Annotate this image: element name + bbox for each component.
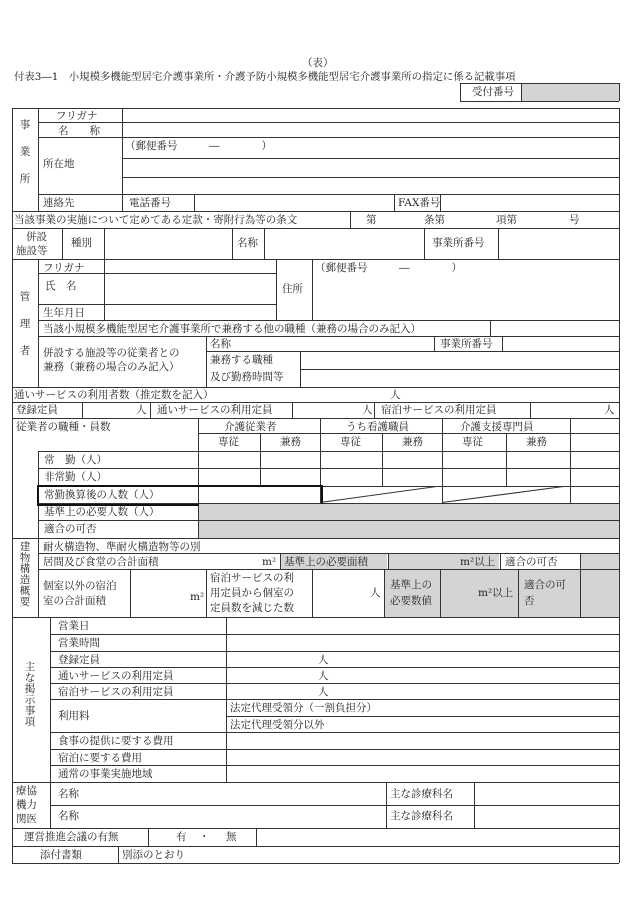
room-tekigou-label-1: 適合の可	[524, 579, 566, 591]
staff-row-kansan: 常勤換算後の人数（人）	[44, 489, 160, 501]
manager-heisetsu-label-2: 兼務（兼務の場合のみ記入）	[43, 361, 180, 373]
keiji-fee-1: 法定代理受領分（一割負担分）	[230, 702, 377, 714]
keiji-eigyoujikan-field[interactable]	[227, 635, 618, 650]
keiji-side-label: 主 な 掲 示 事 項	[24, 661, 36, 729]
staff-hijoukin-field[interactable]	[199, 469, 619, 485]
tenpu-value: 別添のとおり	[122, 849, 185, 861]
hospital-2-dept-field[interactable]	[475, 806, 618, 827]
kyouryoku-side-3: 関医	[16, 813, 37, 825]
manager-job-label-2: 及び勤務時間等	[210, 371, 284, 383]
keiji-kayoi: 通いサービスの利用定員	[58, 670, 174, 682]
heisetsu-kind-label: 種別	[71, 237, 92, 249]
kijun-value-label-1: 基準上の	[390, 579, 432, 591]
kanrisha-side-label: 管 理 者	[19, 291, 31, 358]
postal-code-label: （郵便番号 ― ）	[125, 140, 272, 152]
keiji-eigyoujikan: 営業時間	[58, 637, 100, 649]
address-label: 所在地	[43, 158, 75, 170]
manager-address-label: 住所	[282, 283, 303, 295]
staff-sub-kenmu-3: 兼務	[526, 436, 547, 448]
staff-group-shien: 介護支援専門員	[460, 421, 534, 433]
tel-field[interactable]	[195, 195, 393, 210]
articles-gou: 号	[569, 214, 580, 226]
contact-label: 連絡先	[43, 197, 75, 209]
shukuhaku-teiin-field[interactable]	[531, 403, 601, 417]
manager-heisetsu-office-no-label: 事業所番号	[440, 338, 493, 350]
keiji-kayoi-unit: 人	[318, 670, 329, 682]
heisetsu-name-field[interactable]	[265, 229, 423, 258]
heisetsu-kind-field[interactable]	[105, 229, 231, 258]
staff-sub-senju-2: 専従	[340, 436, 361, 448]
kayoi-users-field[interactable]	[250, 388, 388, 401]
keiji-riyouryou: 利用料	[58, 710, 90, 722]
paren-title: （表）	[302, 57, 334, 69]
shukuhaku-teiin-unit: 人	[604, 404, 615, 416]
shuku-count-field[interactable]	[313, 570, 368, 616]
heisetsu-label-1: 併設	[26, 231, 47, 243]
hospital-2-name-field[interactable]	[100, 806, 385, 827]
page-title: 付表3―1 小規模多機能型居宅介護事業所・介護予防小規模多機能型居宅介護事業所の指定に係る記載事項	[14, 71, 516, 83]
fax-label: FAX番号	[398, 197, 441, 209]
tel-label: 電話番号	[129, 197, 171, 209]
fire-structure-label: 耐火構造物、準耐火構造物等の別	[43, 541, 201, 553]
manager-birth-field[interactable]	[105, 305, 275, 319]
keiji-shokuji: 食事の提供に要する費用	[58, 735, 174, 747]
fax-field[interactable]	[441, 195, 618, 210]
keiji-eigyoubi-field[interactable]	[227, 618, 618, 633]
hospital-1-dept-field[interactable]	[475, 783, 618, 804]
manager-furigana-field[interactable]	[105, 260, 275, 272]
kojitsu-unit: m²	[190, 591, 205, 603]
touroku-teiin-field[interactable]	[83, 403, 133, 417]
hospital-2-dept-label: 主な診療科名	[390, 810, 453, 822]
jigyousho-side-label: 事 業 所	[19, 119, 31, 186]
shuku-unit: 人	[370, 587, 381, 599]
articles-kou: 項第	[496, 214, 517, 226]
hospital-2-name-label: 名称	[58, 810, 79, 822]
kojitsu-label-2: 室の合計面積	[43, 595, 106, 607]
manager-kenmu-field[interactable]	[491, 321, 618, 335]
fire-structure-field[interactable]	[260, 539, 618, 552]
kijun-area-label: 基準上の必要面積	[284, 556, 368, 568]
kayoi-users-unit: 人	[390, 389, 401, 401]
kijun-area-unit: m²以上	[460, 556, 496, 568]
staff-kansan-field[interactable]	[200, 487, 318, 501]
kijun-value-unit: m²以上	[478, 587, 514, 599]
building-side-label: 建 物 構 造 概 要	[19, 541, 31, 609]
articles-dai: 第	[366, 214, 377, 226]
keiji-shukuhaku: 宿泊サービスの利用定員	[58, 686, 174, 698]
heisetsu-office-no-label: 事業所番号	[432, 237, 485, 249]
hospital-1-name-field[interactable]	[100, 783, 385, 804]
manager-heisetsu-name-label: 名称	[210, 338, 231, 350]
kojitsu-area-field[interactable]	[131, 570, 189, 616]
staff-group-kaigo: 介護従業者	[224, 421, 277, 433]
staff-sub-kenmu-2: 兼務	[402, 436, 423, 448]
kayoi-teiin-label: 通いサービスの利用定員	[157, 404, 273, 416]
unei-label: 運営推進会議の有無	[24, 831, 119, 843]
name-label: 名 称	[58, 125, 100, 137]
keiji-shukuhaku-unit: 人	[318, 686, 329, 698]
unei-dot: ・	[199, 831, 210, 843]
receipt-label: 受付番号	[472, 86, 514, 98]
keiji-chiiki-field[interactable]	[227, 766, 618, 781]
kijun-value-label-2: 必要数値	[390, 595, 432, 607]
shuku-label-2: 用定員から個室の	[210, 587, 294, 599]
area-tekigou-label: 適合の可否	[505, 556, 558, 568]
staff-row-hijoukin: 非常勤（人）	[44, 471, 107, 483]
kyoma-area-label: 居間及び食堂の合計面積	[43, 556, 159, 568]
keiji-touroku-unit: 人	[318, 654, 329, 666]
keiji-eigyoubi: 営業日	[58, 620, 90, 632]
kyoma-area-unit: m²	[262, 556, 277, 568]
kyoma-area-field[interactable]	[180, 554, 260, 568]
kojitsu-label-1: 個室以外の宿泊	[43, 580, 117, 592]
hospital-1-dept-label: 主な診療科名	[390, 788, 453, 800]
staff-sub-kenmu-1: 兼務	[280, 436, 301, 448]
keiji-chiiki: 通常の事業実施地域	[58, 768, 153, 780]
receipt-number-field[interactable]	[522, 84, 619, 101]
hospital-1-name-label: 名称	[58, 788, 79, 800]
keiji-fee-2: 法定代理受領分以外	[230, 719, 325, 731]
room-tekigou-label-2: 否	[524, 595, 535, 607]
manager-job-label-1: 兼務する職種	[210, 354, 273, 366]
staff-sub-senju-1: 専従	[218, 436, 239, 448]
furigana-field[interactable]	[123, 109, 618, 121]
touroku-teiin-unit: 人	[136, 404, 147, 416]
name-field[interactable]	[123, 123, 618, 136]
kyouryoku-side-2: 機力	[16, 799, 37, 811]
furigana-label: フリガナ	[56, 110, 98, 122]
shuku-label-1: 宿泊サービスの利	[210, 572, 294, 584]
staff-row-tekigou: 適合の可否	[44, 523, 97, 535]
staff-row-kijun: 基準上の必要人数（人）	[44, 506, 160, 518]
articles-jou: 条第	[424, 214, 445, 226]
unei-yes-option[interactable]: 有	[176, 831, 187, 843]
heisetsu-office-no-field[interactable]	[499, 229, 618, 258]
articles-label: 当該事業の実施について定めてある定款・寄附行為等の条文	[14, 214, 298, 226]
manager-postal-label: （郵便番号 ― ）	[315, 262, 462, 274]
shuku-label-3: 定員数を減じた数	[210, 602, 294, 614]
keiji-shokuji-field[interactable]	[227, 733, 618, 748]
keiji-touroku: 登録定員	[58, 654, 100, 666]
manager-address-field[interactable]	[313, 278, 618, 319]
keiji-shuku-hiyou-field[interactable]	[227, 750, 618, 764]
staff-title: 従業者の職種・員数	[16, 421, 111, 433]
staff-sub-senju-3: 専従	[462, 436, 483, 448]
kayoi-users-label: 通いサービスの利用者数（推定数を記入）	[14, 389, 214, 401]
manager-birth-label: 生年月日	[43, 307, 85, 319]
manager-heisetsu-label-1: 併設する施設等の従業者との	[43, 347, 180, 359]
unei-no-option[interactable]: 無	[226, 831, 237, 843]
address-field[interactable]	[123, 159, 618, 193]
kayoi-teiin-unit: 人	[362, 404, 373, 416]
staff-row-joukin: 常 勤（人）	[44, 454, 107, 466]
keiji-shuku-hiyou: 宿泊に要する費用	[58, 752, 142, 764]
heisetsu-name-label: 名称	[237, 237, 258, 249]
shukuhaku-teiin-label: 宿泊サービスの利用定員	[381, 404, 497, 416]
tenpu-label: 添付書類	[40, 849, 82, 861]
touroku-teiin-label: 登録定員	[16, 404, 58, 416]
manager-furigana-label: フリガナ	[43, 262, 85, 274]
heisetsu-label-2: 施設等	[16, 245, 48, 257]
kyouryoku-side-1: 療協	[16, 785, 37, 797]
staff-group-kango: うち看護職員	[346, 421, 409, 433]
kayoi-teiin-field[interactable]	[293, 403, 359, 417]
manager-name-field[interactable]	[105, 274, 275, 303]
manager-name-label: 氏 名	[45, 280, 77, 292]
manager-kenmu-label: 当該小規模多機能型居宅介護事業所で兼務する他の職種（兼務の場合のみ記入）	[43, 323, 421, 335]
staff-joukin-field[interactable]	[199, 452, 619, 467]
